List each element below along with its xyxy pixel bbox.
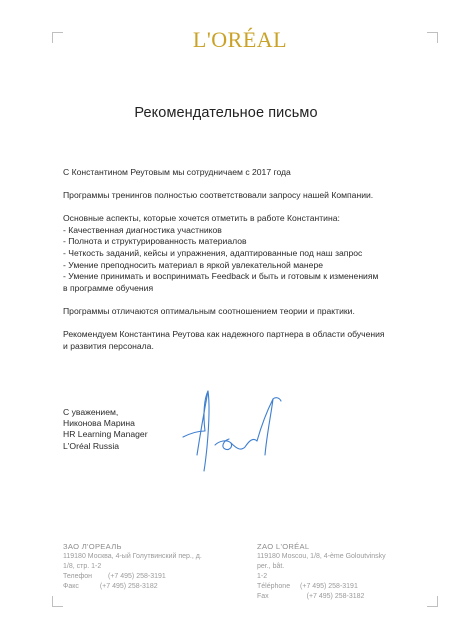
fax-number: (+7 495) 258-3182 bbox=[99, 583, 158, 590]
list-item: - Умение принимать и воспринимать Feedback и быть и готовым к изменениям bbox=[63, 271, 379, 282]
text-line: Программы тренингов полностью соответствовали запросу нашей Компании. bbox=[63, 190, 374, 201]
fax-label: Fax bbox=[257, 593, 269, 600]
paragraph-programs bbox=[63, 190, 423, 202]
list-item: - Умение преподносить материал в яркой увлекательной манере bbox=[63, 259, 324, 270]
signer-title: HR Learning Manager bbox=[63, 429, 148, 440]
text-line: Программы отличаются оптимальным соотношением теории и практики. bbox=[63, 305, 355, 316]
phone-number: (+7 495) 258-3191 bbox=[108, 573, 166, 580]
footer-phone-row bbox=[63, 572, 243, 582]
page-title: Рекомендательное письмо bbox=[134, 105, 318, 121]
footer-company-ru: ЗАО Л'ОРЕАЛЬ bbox=[63, 542, 122, 551]
paragraph-recommendation bbox=[63, 329, 423, 352]
footer-address-line: per., bât. bbox=[257, 563, 285, 570]
list-item: - Четкость заданий, кейсы и упражнения, адаптированные под наш запрос bbox=[63, 247, 363, 258]
footer-fax-row bbox=[63, 582, 243, 592]
list-item-continued: в программе обучения bbox=[63, 282, 154, 293]
footer-company-fr: ZAO L'ORÉAL bbox=[257, 542, 310, 551]
closing-phrase: С уважением, bbox=[63, 407, 119, 417]
footer-address-line: 119180 Moscou, 1/8, 4-ème Goloutvinsky bbox=[257, 553, 386, 560]
handwritten-signature bbox=[175, 385, 415, 480]
footer-fax-row bbox=[257, 592, 427, 602]
phone-label: Телефон bbox=[63, 573, 93, 580]
signer-name: Никонова Марина bbox=[63, 418, 135, 429]
footer-address-line: 1-2 bbox=[257, 573, 268, 580]
footer-french bbox=[257, 542, 427, 602]
phone-number: (+7 495) 258-3191 bbox=[300, 583, 358, 590]
loreal-logo bbox=[180, 27, 300, 53]
paragraph-balance bbox=[63, 306, 423, 318]
crop-mark-top-right bbox=[427, 32, 438, 43]
logo-text: L'ORÉAL bbox=[192, 27, 288, 52]
footer-russian bbox=[63, 542, 243, 592]
paragraph-intro bbox=[63, 167, 423, 179]
text-line: С Константином Реутовым мы сотрудничаем с 2017 года bbox=[63, 167, 291, 177]
crop-mark-top-left bbox=[52, 32, 63, 43]
fax-number: (+7 495) 258-3182 bbox=[306, 593, 365, 600]
crop-mark-bottom-right bbox=[427, 596, 438, 607]
text-line: и развития персонала. bbox=[63, 340, 154, 351]
footer-phone-row bbox=[257, 582, 427, 592]
signoff-block bbox=[63, 407, 148, 452]
footer-address-line: 119180 Москва, 4-ый Голутвинский пер., д. bbox=[63, 553, 202, 560]
phone-label: Téléphone bbox=[257, 583, 291, 590]
signer-company: L'Oréal Russia bbox=[63, 440, 120, 451]
text-line: Основные аспекты, которые хочется отметить в работе Константина: bbox=[63, 213, 340, 224]
text-line: Рекомендуем Константина Реутова как надежного партнера в области обучения bbox=[63, 328, 385, 339]
letter-body bbox=[63, 167, 423, 364]
list-item: - Качественная диагностика участников bbox=[63, 224, 222, 235]
list-item: - Полнота и структурированность материалов bbox=[63, 236, 247, 247]
paragraph-aspects bbox=[63, 213, 423, 294]
crop-mark-bottom-left bbox=[52, 596, 63, 607]
fax-label: Факс bbox=[63, 583, 79, 590]
footer-address-line: 1/8, стр. 1-2 bbox=[63, 563, 102, 570]
